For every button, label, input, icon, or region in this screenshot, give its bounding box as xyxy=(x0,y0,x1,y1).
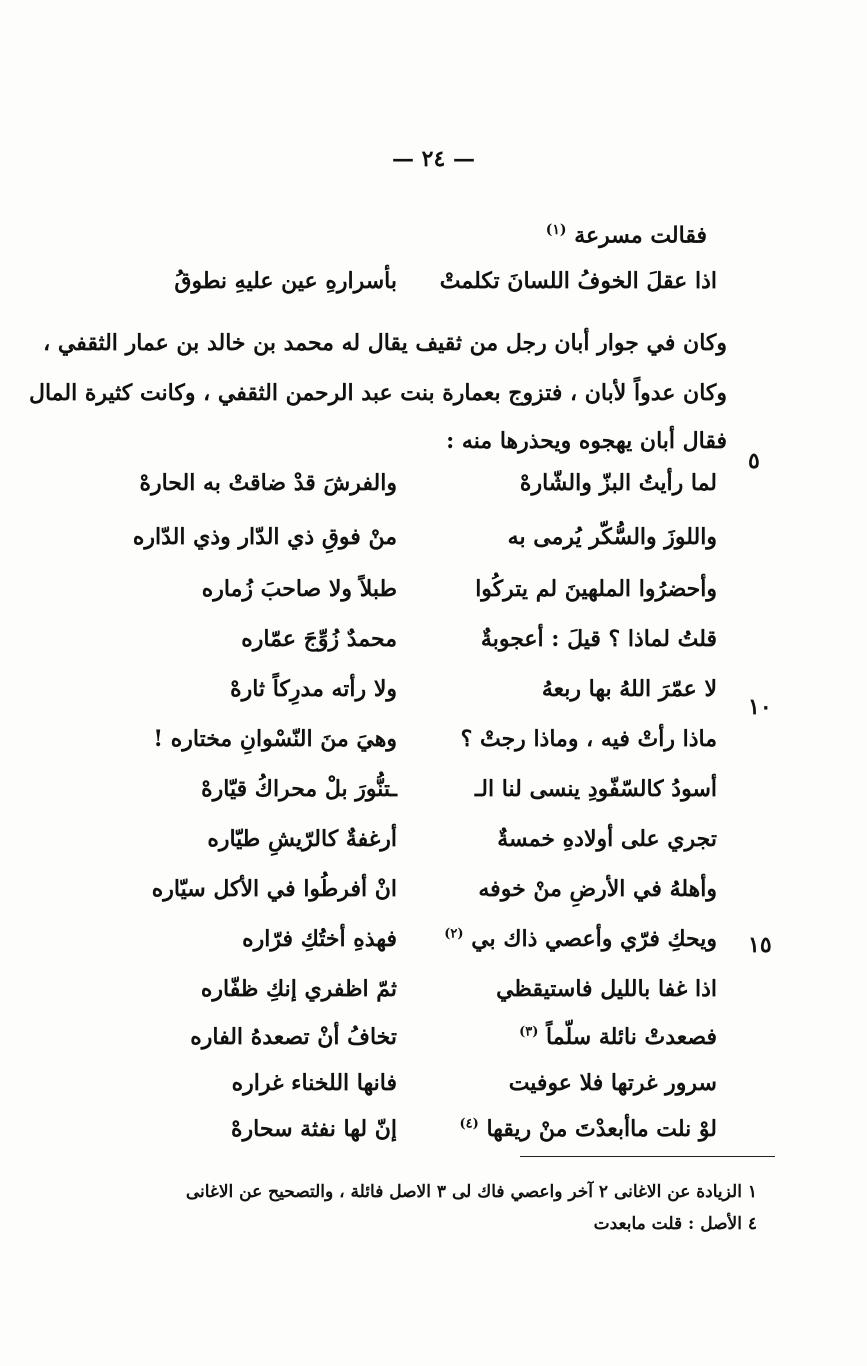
line-number: ٥ xyxy=(748,448,760,474)
verse-first-hemistich: ويحكِ فرّي وأعصي ذاك بي $^{(٢)}$ xyxy=(444,926,717,952)
verse-second-hemistich: طبلاً ولا صاحبَ زُماره xyxy=(201,576,397,602)
verse-first-hemistich: واللوزَ والسُّكّر يُرمى به xyxy=(507,524,717,550)
verse-second-hemistich: فانها اللخناء غراره xyxy=(231,1070,397,1096)
verse-first-hemistich: قلتُ لماذا ؟ قيلَ : أعجوبةٌ xyxy=(480,626,717,652)
verse-second-hemistich: بأسرارهِ عين عليهِ نطوقُ xyxy=(174,268,397,294)
footnote-line: ١ الزيادة عن الاغانى ٢ آخر واعصي فاك لى ٣ الاصل فائلة ، والتصحيح عن الاغانى xyxy=(185,1182,757,1202)
verse-second-hemistich: تخافُ أنْ تصعدهُ الفاره xyxy=(190,1024,397,1050)
verse-line xyxy=(77,976,717,1016)
opening-verse xyxy=(77,268,717,308)
verse-first-hemistich: فصعدتْ نائلة سلّماً $^{(٣)}$ xyxy=(519,1024,717,1050)
verse-first-hemistich: وأهلهُ في الأرضِ منْ خوفه xyxy=(478,876,717,902)
verse-second-hemistich: ـتنُّورَ بلْ محراكُ قيّارهْ xyxy=(201,776,397,802)
verse-second-hemistich: إنّ لها نفثة سحارهْ xyxy=(231,1116,397,1142)
verse-second-hemistich: منْ فوقِ ذي الدّار وذي الدّاره xyxy=(132,524,397,550)
verse-line xyxy=(77,1024,717,1064)
verse-second-hemistich: والفرشَ قدْ ضاقتْ به الحارهْ xyxy=(139,470,397,496)
section-heading xyxy=(536,222,707,248)
heading-text: فقالت مسرعة xyxy=(574,222,707,249)
verse-first-hemistich: لا عمّرَ اللهُ بها ربعهُ xyxy=(541,676,717,702)
verse-second-hemistich: وهيَ منَ النّسْوانِ مختاره ! xyxy=(153,726,397,752)
footnote-marker: (٣) xyxy=(519,1024,539,1040)
verse-first-hemistich: ماذا رأتْ فيه ، وماذا رجتْ ؟ xyxy=(460,726,717,752)
verse-first-hemistich: لما رأيتُ البزّ والشّارهْ xyxy=(519,470,717,496)
line-number: ١٥ xyxy=(748,932,772,958)
verse-first-hemistich: اذا غفا بالليل فاستيقظي xyxy=(496,976,717,1002)
verse-second-hemistich: ثمّ اظفري إنكِ ظفّاره xyxy=(200,976,397,1002)
footnote-marker: (٢) xyxy=(444,926,464,942)
line-number: ١٠ xyxy=(748,694,772,720)
verse-line xyxy=(77,826,717,866)
verse-line xyxy=(77,626,717,666)
page-number: — ٢٤ — xyxy=(392,146,475,172)
verse-line xyxy=(77,676,717,716)
verse-line xyxy=(77,470,717,510)
verse-line xyxy=(77,576,717,616)
verse-second-hemistich: ولا رأته مدرِكاً ثارهْ xyxy=(230,676,397,702)
footnote-rule xyxy=(520,1156,775,1157)
verse-second-hemistich: انْ أفرطُوا في الأكل سيّاره xyxy=(151,876,397,902)
prose-line: وكان في جوار أبان رجل من ثقيف يقال له محمد بن خالد بن عمار الثقفي ، xyxy=(43,330,727,356)
verse-second-hemistich: محمدٌ زُوِّجَ عمّاره xyxy=(241,626,397,652)
verse-line xyxy=(77,726,717,766)
verse-line xyxy=(77,1116,717,1156)
verse-line xyxy=(77,776,717,816)
verse-line xyxy=(77,876,717,916)
footnote-marker: (٤) xyxy=(459,1116,479,1132)
verse-second-hemistich: أرغفةٌ كالرّيشِ طيّاره xyxy=(207,826,397,852)
prose-line: فقال أبان يهجوه ويحذرها منه : xyxy=(446,428,727,454)
verse-line xyxy=(77,926,717,966)
prose-line: وكان عدواً لأبان ، فتزوج بعمارة بنت عبد الرحمن الثقفي ، وكانت كثيرة المال xyxy=(28,380,727,406)
verse-line xyxy=(77,1070,717,1110)
footnote-line: ٤ الأصل : قلت مابعدت xyxy=(593,1214,757,1234)
verse-first-hemistich: وأحضرُوا الملهينَ لم يتركُوا xyxy=(475,576,717,602)
verse-line xyxy=(77,524,717,564)
footnote-marker: (١) xyxy=(545,222,567,238)
verse-first-hemistich: أسودُ كالسّفّودِ ينسى لنا الـ xyxy=(474,776,717,802)
verse-first-hemistich: سرور غرتها فلا عوفيت xyxy=(508,1070,717,1096)
verse-first-hemistich: اذا عقلَ الخوفُ اللسانَ تكلمتْ xyxy=(439,268,717,294)
verse-second-hemistich: فهذهِ أختُكِ فرّاره xyxy=(242,926,397,952)
verse-first-hemistich: تجري على أولادهِ خمسةٌ xyxy=(497,826,717,852)
verse-first-hemistich: لوْ نلت ماأبعدْتَ منْ ريقها $^{(٤)}$ xyxy=(459,1116,717,1142)
